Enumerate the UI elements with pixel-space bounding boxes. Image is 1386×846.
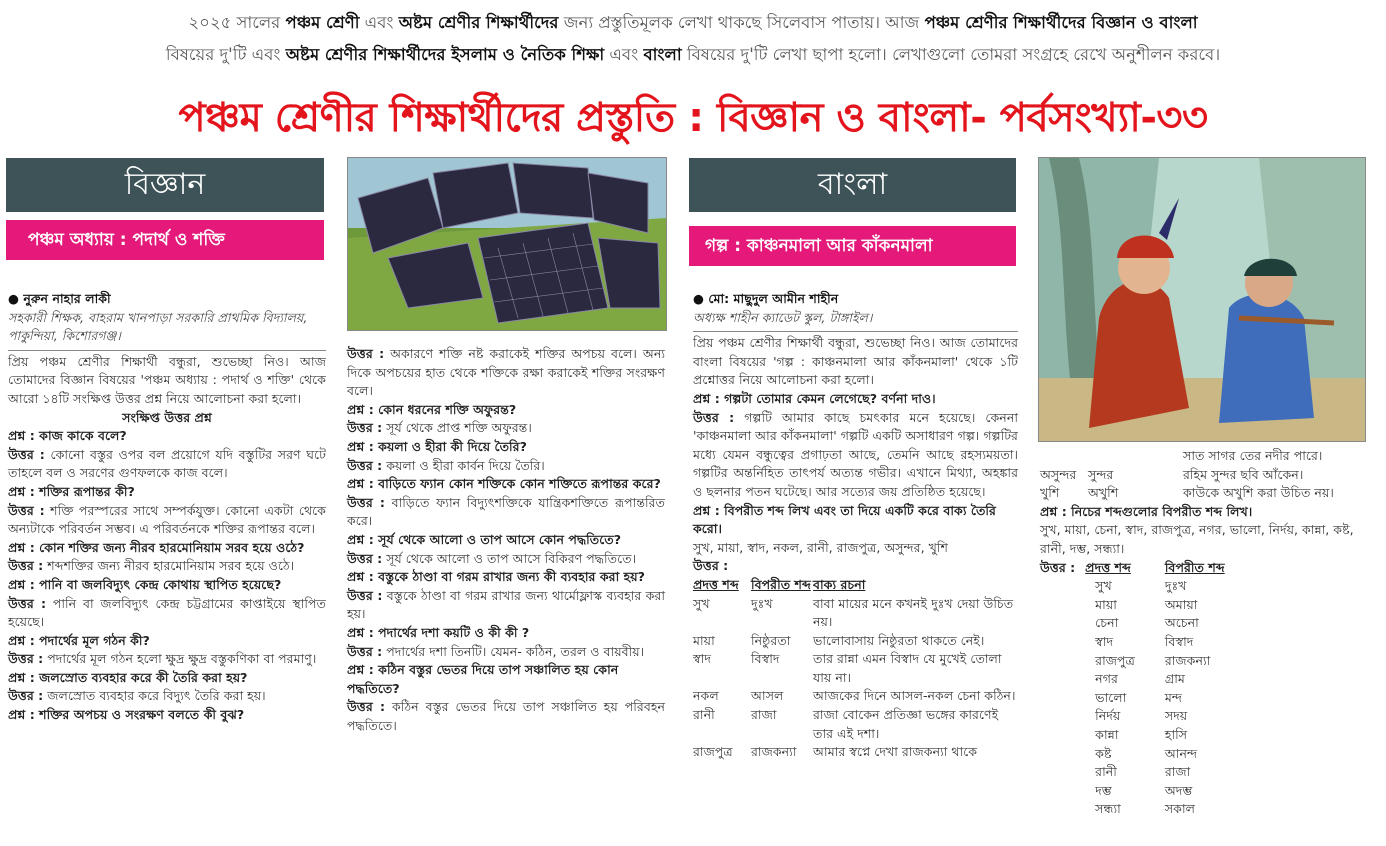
science-answer xyxy=(8,595,326,632)
table-cell: আনন্দ xyxy=(1164,745,1198,761)
bangla-question-3: প্রশ্ন : নিচের শব্দগুলোর বিপরীত শব্দ লিখ। xyxy=(1040,503,1253,519)
science-answer xyxy=(8,650,326,669)
table-row xyxy=(1040,596,1225,615)
table-cell: আসল xyxy=(751,688,784,704)
bangla-story-bar: গল্প : কাঞ্চনমালা আর কাঁকনমালা xyxy=(689,226,1016,266)
intro-segment: বাংলা xyxy=(643,45,682,64)
table-row xyxy=(1040,447,1370,466)
science-question: প্রশ্ন : কোন শক্তির জন্য নীরব হারমোনিয়াম সরব হয়ে ওঠে? xyxy=(8,539,305,555)
table-row xyxy=(693,650,1018,687)
science-answer xyxy=(8,446,326,483)
table-cell: ভালোবাসায় নিষ্ঠুরতা থাকতে নেই। xyxy=(813,632,985,648)
answer-label: উত্তর : xyxy=(1040,559,1076,575)
intro-segment: এবং xyxy=(604,45,644,64)
science-intro: প্রিয় পঞ্চম শ্রেণীর শিক্ষার্থী বন্ধুরা, শুভেচ্ছা নিও। আজ তোমাদের বিজ্ঞান বিষয়ের 'পঞ্চম অধ্যায় : পদার্থ ও শক্তি' থেকে আরো ১৪টি সংক্ষিপ্ত উত্তর প্রশ্ন নিয়ে আলোচনা করা হলো। xyxy=(8,353,326,406)
table-cell: সুখ xyxy=(693,595,710,611)
answer-label: উত্তর : xyxy=(8,502,45,518)
science-subhead: সংক্ষিপ্ত উত্তর প্রশ্ন xyxy=(122,409,212,425)
science-question: প্রশ্ন : কাজ কাকে বলে? xyxy=(8,428,127,444)
table-row xyxy=(1040,670,1225,689)
answer-label: উত্তর : xyxy=(347,420,383,436)
table-cell: আমার স্বপ্নে দেখা রাজকন্যা থাকে xyxy=(813,744,978,760)
answer-label: উত্তর : xyxy=(347,346,385,361)
science-question: প্রশ্ন : শক্তির রূপান্তর কী? xyxy=(8,483,135,499)
science-question: প্রশ্ন : বাড়িতে ফ্যান কোন শক্তিকে কোন শক্তিতে রূপান্তর করে? xyxy=(347,476,661,492)
science-question: প্রশ্ন : জলস্রোত ব্যবহার করে কী তৈরি করা হয়? xyxy=(8,669,248,685)
intro-segment: বিষয়ের দু'টি লেখা ছাপা হলো। লেখাগুলো তোমরা সংগ্রহে রেখে অনুশীলন করবে। xyxy=(681,45,1221,64)
table-row xyxy=(1040,466,1370,485)
science-question: প্রশ্ন : কোন ধরনের শক্তি অফুরন্ত? xyxy=(347,401,517,417)
table-cell: সুখ xyxy=(1095,578,1112,594)
table-cell: রহিম সুন্দর ছবি আঁকেন। xyxy=(1183,466,1304,482)
table-cell: নির্দয় xyxy=(1095,708,1121,724)
answer-text: বাড়িতে ফ্যান বিদ্যুৎশক্তিকে যান্ত্রিকশক্তিতে রূপান্তরিত করে। xyxy=(347,494,665,529)
science-chapter-bar: পঞ্চম অধ্যায় : পদার্থ ও শক্তি xyxy=(6,220,324,260)
table-cell: নগর xyxy=(1095,671,1118,687)
intro-segment: জন্য প্রস্তুতিমূলক লেখা থাকছে সিলেবাস পাতায়। আজ xyxy=(558,13,925,32)
answer-text: জলস্রোত ব্যবহার করে বিদ্যুৎ তৈরি করা হয়। xyxy=(47,688,266,704)
table-row xyxy=(693,706,1018,743)
science-question: প্রশ্ন : সূর্য থেকে আলো ও তাপ আসে কোন পদ্ধতিতে? xyxy=(347,531,622,547)
table-row xyxy=(1040,745,1225,764)
answer-text: পদার্থের মূল গঠন হলো ক্ষুদ্র ক্ষুদ্র বস্তুকণিকা বা পরমাণু। xyxy=(47,651,317,667)
answer-text: পানি বা জলবিদ্যুৎ কেন্দ্র চট্টগ্রামের কাপ্তাইয়ে স্থাপিত হয়েছে। xyxy=(8,595,326,630)
bangla-question-2: প্রশ্ন : বিপরীত শব্দ লিখ এবং তা দিয়ে একটি করে বাক্য তৈরি করো। xyxy=(693,502,996,537)
bangla-right-column xyxy=(1040,447,1370,819)
science-question: প্রশ্ন : পদার্থের দশা কয়টি ও কী কী ? xyxy=(347,624,530,640)
science-answer xyxy=(347,494,665,531)
answer-text: শব্দশক্তির জন্য নীরব হারমোনিয়াম সরব হয়ে ওঠে। xyxy=(47,558,295,574)
table-cell: অচেনা xyxy=(1164,615,1199,631)
table-cell: অমায়া xyxy=(1164,596,1198,612)
answer-text: পদার্থের দশা তিনটি। যেমন- কঠিন, তরল ও বায়বীয়। xyxy=(386,643,645,659)
bangla-affiliation: অধ্যক্ষ শাহীন ক্যাডেট স্কুল, টাঙ্গাইল। xyxy=(693,309,873,325)
science-answer xyxy=(347,643,665,662)
answer-label: উত্তর : xyxy=(347,550,383,566)
science-answer xyxy=(347,550,665,569)
answer-label: উত্তর : xyxy=(347,643,383,659)
table-cell: কাউকে অখুশি করা উচিত নয়। xyxy=(1183,485,1334,501)
table-row xyxy=(693,632,1018,651)
table-row xyxy=(1040,652,1225,671)
table-cell: রাজা xyxy=(751,707,777,723)
science-answer xyxy=(8,502,326,539)
table-cell: আজকের দিনে আসল-নকল চেনা কঠিন। xyxy=(813,688,1016,704)
answer-text: বস্তুকে ঠাণ্ডা বা গরম রাখার জন্য থার্মোফ্লাস্ক ব্যবহার করা হয়। xyxy=(347,587,665,622)
bangla-question-3-words: সুখ, মায়া, চেনা, স্বাদ, রাজপুত্র, নগর, ভালো, নির্দয়, কান্না, কষ্ট, রানী, দম্ভ, সন্ধ্যা। xyxy=(1040,522,1354,556)
table-cell: গ্রাম xyxy=(1164,671,1185,687)
table-row xyxy=(1040,763,1225,782)
solar-panel-image xyxy=(347,157,667,331)
table-cell: অখুশি xyxy=(1088,485,1119,501)
bangla-intro: প্রিয় পঞ্চম শ্রেণীর শিক্ষার্থী বন্ধুরা, শুভেচ্ছা নিও। আজ তোমাদের বাংলা বিষয়ের 'গল্প : কাঞ্চনমালা আর কাঁকনমালা' থেকে ১টি প্রশ্নোত্তর নিয়ে আলোচনা করা হলো। xyxy=(693,335,1018,388)
table-cell: সদয় xyxy=(1164,708,1188,724)
science-answer xyxy=(347,698,665,735)
table-cell: তার রান্না এমন বিস্বাদ যে মুখেই তোলা যায় না। xyxy=(813,651,1002,685)
bangla-heading: বাংলা xyxy=(689,158,1016,212)
intro-segment: ২০২৫ সালের xyxy=(188,13,286,32)
intro-segment: বিষয়ের দু'টি এবং xyxy=(165,45,286,64)
science-affiliation: সহকারী শিক্ষক, বাহরাম খানপাড়া সরকারি প্রাথমিক বিদ্যালয়, পাকুন্দিয়া, কিশোরগঞ্জ। xyxy=(8,309,308,344)
table-cell: রানী xyxy=(1095,764,1117,780)
table-cell: রাজপুত্র xyxy=(1095,652,1135,668)
science-right-column xyxy=(347,345,665,735)
answer-text: কঠিন বস্তুর ভেতর দিয়ে তাপ সঞ্চালিত হয় পরিবহন পদ্ধতিতে। xyxy=(347,699,665,733)
table-cell xyxy=(1088,447,1183,466)
intro-segment: পঞ্চম শ্রেণী xyxy=(285,13,360,32)
table-cell: নিষ্ঠুরতা xyxy=(751,632,791,648)
science-qa-list-left xyxy=(8,427,326,725)
intro-segment: অষ্টম শ্রেণীর শিক্ষার্থীদের xyxy=(398,13,559,32)
table-cell: দুঃখ xyxy=(1164,578,1187,594)
answer-text: কোনো বস্তুর ওপর বল প্রয়োগে যদি বস্তুটির সরণ ঘটে তাহলে বল ও সরণের গুণফলকে কাজ বলে। xyxy=(8,446,326,481)
science-answer xyxy=(347,457,665,476)
table-cell xyxy=(1040,447,1088,466)
table-cell: মায়া xyxy=(693,632,715,648)
bangla-column xyxy=(693,290,1018,762)
bangla-answer-2-label: উত্তর : xyxy=(693,558,729,574)
answer-text: সূর্য থেকে প্রাপ্ত শক্তি অফুরন্ত। xyxy=(386,420,532,436)
table-cell: সকাল xyxy=(1164,801,1195,817)
science-author: ● নুরুন নাহার লাকী xyxy=(8,291,111,306)
bangla-author: ● মো: মাছুদুল আমীন শাহীন xyxy=(693,291,839,306)
table-cell: অসুন্দর xyxy=(1040,466,1077,482)
table-cell: দম্ভ xyxy=(1095,782,1112,798)
answer-text: সূর্য থেকে আলো ও তাপ আসে বিকিরণ পদ্ধতিতে। xyxy=(386,550,637,566)
science-question: প্রশ্ন : কয়লা ও হীরা কী দিয়ে তৈরি? xyxy=(347,438,527,454)
intro-segment: পঞ্চম শ্রেণীর শিক্ষার্থীদের বিজ্ঞান ও বাংলা xyxy=(924,13,1198,32)
intro-line-2 xyxy=(0,42,1386,69)
science-left-column xyxy=(8,290,326,725)
answer-label: উত্তর : xyxy=(8,558,44,574)
science-question: প্রশ্ন : বস্তুকে ঠাণ্ডা বা গরম রাখার জন্য কী ব্যবহার করা হয়? xyxy=(347,569,645,585)
answer-label: উত্তর : xyxy=(347,587,383,603)
science-answer xyxy=(8,557,326,576)
table-cell: কষ্ট xyxy=(1095,745,1112,761)
table-header: প্রদত্ত শব্দ xyxy=(1085,559,1131,575)
table-cell: অদম্ভ xyxy=(1164,782,1193,798)
table-cell: মন্দ xyxy=(1164,689,1182,705)
table-row xyxy=(693,595,1018,632)
table-row xyxy=(1040,707,1225,726)
science-answer xyxy=(347,345,665,401)
opposite-sentence-table xyxy=(693,576,1018,762)
table-cell: হাসি xyxy=(1164,726,1188,742)
answer-label: উত্তর : xyxy=(8,688,44,704)
table-cell: রাজা xyxy=(1164,764,1191,780)
answer-label: উত্তর : xyxy=(347,699,386,715)
answer-label: উত্তর : xyxy=(8,446,45,462)
table-cell: সন্ধ্যা xyxy=(1095,801,1121,817)
table-cell: মায়া xyxy=(1095,596,1117,612)
table-cell: রাজপুত্র xyxy=(693,744,733,760)
table-row xyxy=(1040,577,1225,596)
table-cell: খুশি xyxy=(1040,485,1060,501)
table-header: বিপরীত শব্দ xyxy=(1164,559,1225,575)
table-cell: বিস্বাদ xyxy=(1164,633,1194,649)
table-row xyxy=(1040,633,1225,652)
page-headline: পঞ্চম শ্রেণীর শিক্ষার্থীদের প্রস্তুতি : বিজ্ঞান ও বাংলা- পর্বসংখ্যা-৩৩ xyxy=(178,95,1208,141)
bangla-question-1: প্রশ্ন : গল্পটা তোমার কেমন লেগেছে? বর্ণনা দাও। xyxy=(693,390,936,406)
opposite-sentence-table-continued xyxy=(1040,447,1370,503)
science-answer xyxy=(8,687,326,706)
story-illustration xyxy=(1038,157,1366,442)
answer-text: অকারণে শক্তি নষ্ট করাকেই শক্তির অপচয় বলে। অন্য দিকে অপচয়ের হাত থেকে শক্তিকে রক্ষা করাকেই শক্তির সংরক্ষণ বলে। xyxy=(347,346,665,399)
bangla-answer-1-label: উত্তর : xyxy=(693,409,735,425)
science-question: প্রশ্ন : পদার্থের মূল গঠন কী? xyxy=(8,632,150,648)
answer-label: উত্তর : xyxy=(8,651,44,667)
table-cell: ভালো xyxy=(1095,689,1127,705)
table-cell: স্বাদ xyxy=(693,651,711,667)
table-cell: রাজা বোকেন প্রতিজ্ঞা ভঙ্গের কারণেই তার এই দশা। xyxy=(813,707,999,741)
table-cell: স্বাদ xyxy=(1095,633,1114,649)
bangla-words-line: সুখ, মায়া, স্বাদ, নকল, রানী, রাজপুত্র, অসুন্দর, খুশি xyxy=(693,539,948,555)
science-question: প্রশ্ন : পানি বা জলবিদ্যুৎ কেন্দ্র কোথায় স্থাপিত হয়েছে? xyxy=(8,576,282,592)
table-cell: সুন্দর xyxy=(1088,466,1114,482)
science-qa-list-right xyxy=(347,345,665,735)
intro-segment: এবং xyxy=(359,13,399,32)
table-row xyxy=(1040,484,1370,503)
table-row xyxy=(693,743,1018,762)
science-answer xyxy=(347,587,665,624)
table-cell: নকল xyxy=(693,688,719,704)
table-cell: সাত সাগর তের নদীর পারে। xyxy=(1183,448,1323,463)
answer-label: উত্তর : xyxy=(8,595,46,611)
answer-label: উত্তর : xyxy=(347,494,385,510)
answer-text: শক্তি পরস্পরের সাথে সম্পর্কযুক্ত। কোনো একটা থেকে অন্যটাকে পরিবর্তন সম্ভব। এ পরিবর্তনকে শক্তির রূপান্তর বলে। xyxy=(8,502,326,537)
table-cell: রাজকন্যা xyxy=(751,744,797,760)
table-cell: চেনা xyxy=(1095,615,1119,631)
science-answer xyxy=(347,419,665,438)
table-row xyxy=(1040,614,1225,633)
science-question: প্রশ্ন : কঠিন বস্তুর ভেতর দিয়ে তাপ সঞ্চালিত হয় কোন পদ্ধতিতে? xyxy=(347,662,619,696)
table-cell: রানী xyxy=(693,707,715,723)
table-row xyxy=(1040,782,1225,801)
table-row xyxy=(693,687,1018,706)
table-header: বাক্য রচনা xyxy=(813,576,866,592)
table-cell: দুঃখ xyxy=(751,595,773,611)
table-row xyxy=(1040,726,1225,745)
table-cell: রাজকন্যা xyxy=(1164,652,1211,668)
table-header: বিপরীত শব্দ xyxy=(751,576,811,592)
table-cell: কান্না xyxy=(1095,726,1119,742)
bangla-answer-1: গল্পটি আমার কাছে চমৎকার মনে হয়েছে। কেননা 'কাঞ্চনমালা আর কাঁকনমালা' গল্পটি একটি অসাধারণ গল্প। গল্পটির মধ্যে যেমন বন্ধুত্বের প্রগাঢ়তা আছে, তেমনি আছে রহস্যময়তা। গল্পটির অন্তর্নিহিত তাৎপর্য অত্যন্ত গভীর। এখানে মিথ্যা, অহঙ্কার ও ছলনার পতন ঘটেছে। আর সত্যের জয় প্রতিষ্ঠিত হয়েছে। xyxy=(693,409,1018,499)
intro-line-1 xyxy=(0,10,1386,37)
table-row xyxy=(1040,689,1225,708)
science-heading: বিজ্ঞান xyxy=(6,158,324,212)
table-cell: বিস্বাদ xyxy=(751,651,780,667)
answer-text: কয়লা ও হীরা কার্বন দিয়ে তৈরি। xyxy=(386,457,545,473)
answer-label: উত্তর : xyxy=(347,457,383,473)
table-header: প্রদত্ত শব্দ xyxy=(693,576,739,592)
table-cell: বাবা মায়ের মনে কখনই দুঃখ দেয়া উচিত নয়। xyxy=(813,595,1014,630)
intro-segment: অষ্টম শ্রেণীর শিক্ষার্থীদের ইসলাম ও নৈতিক শিক্ষা xyxy=(285,45,605,64)
science-question: প্রশ্ন : শক্তির অপচয় ও সংরক্ষণ বলতে কী বুঝ? xyxy=(8,707,245,723)
table-row xyxy=(1040,800,1225,819)
opposite-words-table xyxy=(1040,559,1225,819)
